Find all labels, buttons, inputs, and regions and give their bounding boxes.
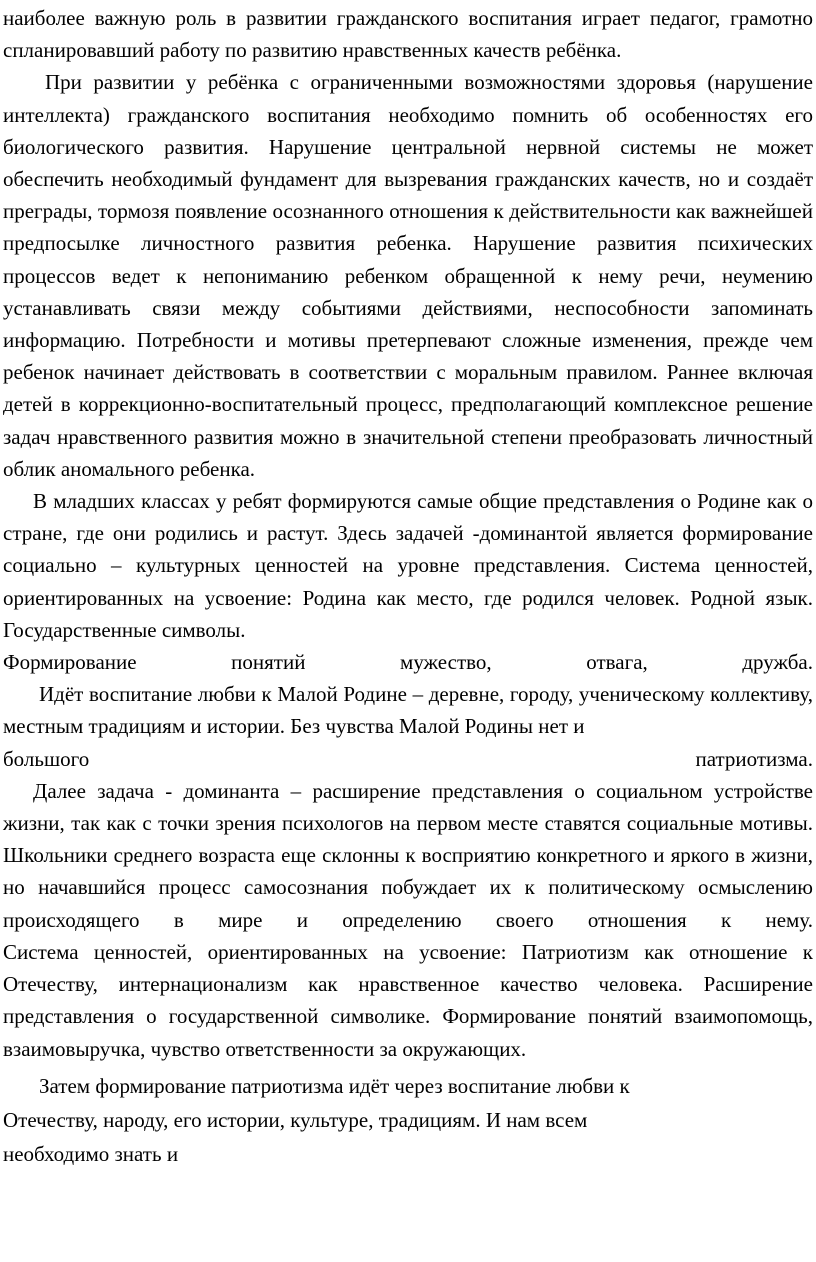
paragraph-patriotism-line-3: необходимо знать и bbox=[3, 1141, 179, 1166]
paragraph-cns-development: При развитии у ребёнка с ограниченными возможностями здоровья (нарушение интеллекта) гражданского воспитания необходимо помнить об особенностях его биологического развития. Нарушение центральной нервной системы не может обеспечить необходимый фундамент для вызревания гражданских качеств, но и создаёт преграды, тормозя появление осознанного отношения к действительности как важнейшей предпосылке личностного развития ребенка. Нарушение развития психических процессов ведет к непониманию ребенком обращенной к нему речи, неумению устанавливать связи между событиями действиями, неспособности запоминать информацию. Потребности и мотивы претерпевают сложные изменения, прежде чем ребенок начинает действовать в соответствии с моральным правилом. Раннее включая детей в коррекционно-воспитательный процесс, предполагающий комплексное решение задач нравственного развития можно в значительной степени преобразовать личностный облик аномального ребенка. bbox=[3, 70, 813, 481]
paragraph-small-motherland-tail: большого патриотизма. bbox=[3, 746, 813, 771]
paragraph-patriotism-line-2: Отечеству, народу, его истории, культуре, традициям. И нам всем bbox=[3, 1107, 588, 1132]
paragraph-social-structure-values: Система ценностей, ориентированных на усвоение: Патриотизм как отношение к Отечеству, интернационализм как нравственное качество человека. Расширение представления о государственной символике. Формирование понятий взаимопомощь, взаимовыручка, чувство ответственности за окружающих. bbox=[3, 939, 813, 1061]
paragraph-small-motherland bbox=[3, 678, 813, 775]
paragraph-junior-classes bbox=[3, 485, 813, 678]
paragraph-junior-classes-tail: Формирование понятий мужество, отвага, дружба. bbox=[3, 650, 813, 675]
paragraph-patriotism bbox=[3, 1069, 813, 1171]
paragraph-continuation: наиболее важную роль в развитии гражданского воспитания играет педагог, грамотно спланировавший работу по развитию нравственных качеств ребёнка. bbox=[3, 6, 813, 63]
paragraph-small-motherland-body: Идёт воспитание любви к Малой Родине – деревне, городу, ученическому коллективу, местным традициям и истории. Без чувства Малой Родины нет и bbox=[3, 682, 813, 739]
paragraph-social-structure-body: Далее задача - доминанта – расширение представления о социальном устройстве жизни, так как с точки зрения психологов на первом месте ставятся социальные мотивы. Школьники среднего возраста еще склонны к восприятию конкретного и яркого в жизни, но начавшийся процесс самосознания побуждает их к политическому осмыслению происходящего в мире и определению своего отношения к нему. bbox=[3, 778, 813, 932]
paragraph-patriotism-line-1: Затем формирование патриотизма идёт через воспитание любви к bbox=[39, 1073, 630, 1098]
paragraph-social-structure bbox=[3, 775, 813, 1065]
paragraph-junior-classes-body: В младших классах у ребят формируются самые общие представления о Родине как о стране, где они родились и растут. Здесь задачей -доминантой является формирование социально – культурных ценностей на уровне представления. Система ценностей, ориентированных на усвоение: Родина как место, где родился человек. Родной язык. Государственные символы. bbox=[3, 489, 813, 642]
